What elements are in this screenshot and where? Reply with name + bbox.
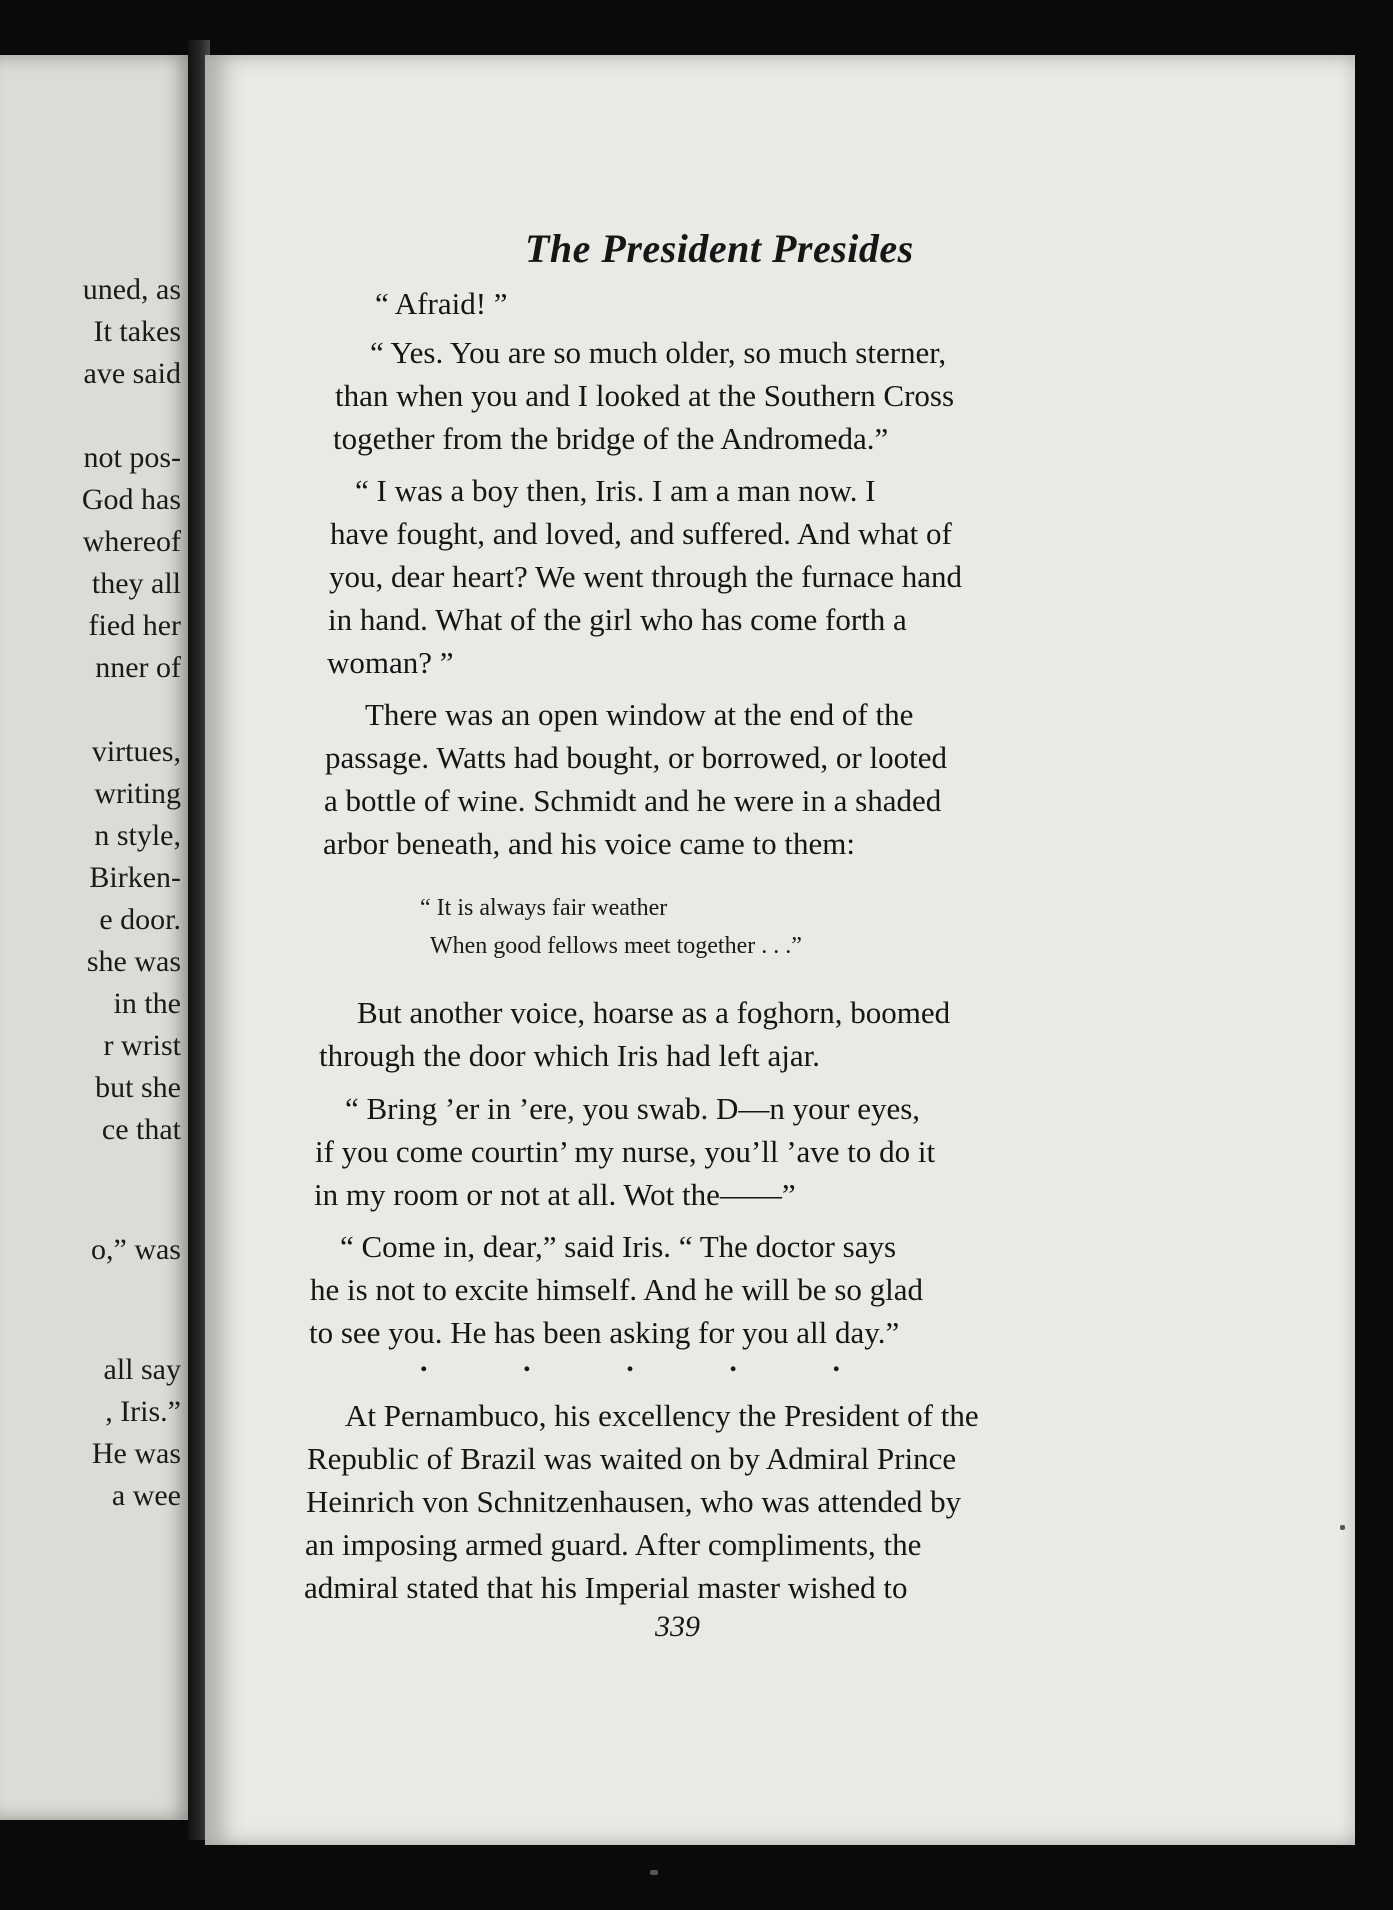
section-break-dot: . [523,1345,531,1378]
text-line: But another voice, hoarse as a foghorn, boomed [357,995,951,1030]
text-line: arbor beneath, and his voice came to them: [323,826,855,861]
left-page-line: all say [103,1353,181,1386]
right-page [205,55,1355,1845]
left-page-line: nner of [95,651,181,684]
left-page-line: It takes [93,315,181,348]
section-break-dot: . [626,1345,634,1378]
text-line: There was an open window at the end of the [365,697,914,732]
text-line: if you come courtin’ my nurse, you’ll ’ave to do it [315,1134,936,1169]
left-page-line: ave said [83,357,181,390]
running-header: The President Presides [525,226,914,271]
left-page-line: r wrist [103,1029,181,1062]
text-line: “ Afraid! ” [375,286,508,321]
left-page-line: in the [113,987,181,1020]
text-line: At Pernambuco, his excellency the President of the [345,1398,979,1433]
text-line: in hand. What of the girl who has come forth a [328,602,907,637]
left-page-line: whereof [82,525,181,558]
section-break [420,1345,840,1379]
text-line: he is not to excite himself. And he will be so glad [310,1272,924,1307]
text-line: Heinrich von Schnitzenhausen, who was attended by [306,1484,962,1519]
text-line: a bottle of wine. Schmidt and he were in a shaded [324,783,942,818]
text-line: an imposing armed guard. After compliments, the [305,1527,922,1562]
left-page-line: He was [91,1437,181,1470]
left-page-line: God has [81,483,181,516]
poem-line: “ It is always fair weather [420,895,668,921]
text-line: “ Bring ’er in ’ere, you swab. D—n your eyes, [345,1091,921,1126]
left-page-line: fied her [88,609,181,642]
text-line: you, dear heart? We went through the furnace hand [329,559,963,594]
text-line: “ Come in, dear,” said Iris. “ The doctor says [340,1229,897,1264]
text-line: in my room or not at all. Wot the——” [314,1177,796,1212]
left-page-line: but she [95,1071,181,1104]
left-page-line: not pos- [83,441,181,474]
left-page-line: uned, as [82,273,181,306]
scan-speck [1340,1525,1345,1530]
page-number: 339 [655,1610,700,1643]
text-line: admiral stated that his Imperial master wished to [304,1570,908,1605]
left-page-line: Birken- [89,861,181,894]
left-page-line: ce that [101,1113,181,1146]
text-line: than when you and I looked at the Southern Cross [335,378,955,413]
scan-speck [650,1870,658,1875]
text-line: have fought, and loved, and suffered. And what of [330,516,952,551]
text-line: together from the bridge of the Andromeda.” [333,421,889,456]
left-page-line: n style, [94,819,181,852]
left-page-line: e door. [99,903,181,936]
text-line: passage. Watts had bought, or borrowed, or looted [325,740,947,775]
text-line: “ Yes. You are so much older, so much sterner, [370,335,947,370]
left-page-line: they all [91,567,181,600]
text-line: Republic of Brazil was waited on by Admiral Prince [307,1441,957,1476]
section-break-dot: . [729,1345,737,1378]
left-page-line: , Iris.” [105,1395,181,1428]
text-line: through the door which Iris had left ajar. [319,1038,821,1073]
section-break-dot: . [420,1345,428,1378]
left-page-line: o,” was [91,1233,181,1266]
left-page-line: she was [86,945,181,978]
left-page-line: a wee [111,1479,181,1512]
text-line: woman? ” [327,645,454,680]
left-page-line: virtues, [91,735,181,768]
text-line: “ I was a boy then, Iris. I am a man now. I [355,473,876,508]
section-break-dot: . [832,1345,840,1378]
text-line: to see you. He has been asking for you all day.” [309,1315,900,1350]
poem-line: When good fellows meet together . . .” [430,933,802,959]
left-page [0,55,195,1820]
left-page-line: writing [94,777,181,810]
